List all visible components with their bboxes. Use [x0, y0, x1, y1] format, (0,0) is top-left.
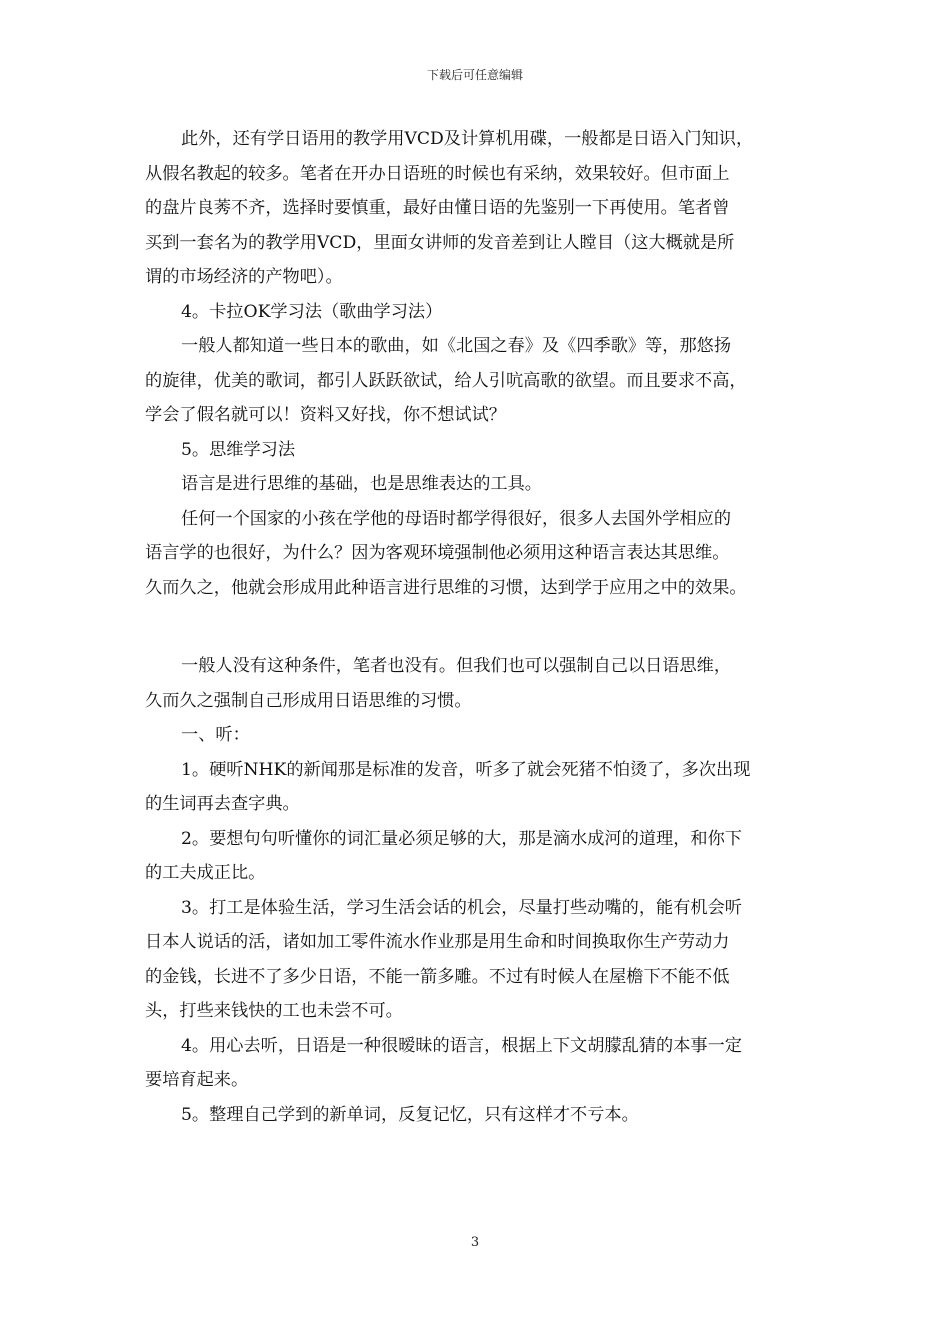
blank-line — [145, 605, 821, 649]
section-heading: 一、听： — [181, 725, 250, 745]
list-item-line: 日本人说话的活，诸如加工零件流水作业那是用生命和时间换取你生产劳动力 — [145, 932, 730, 952]
paragraph-line: 此外，还有学日语用的教学用VCD及计算机用碟，一般都是日语入门知识， — [181, 129, 754, 149]
section-heading: 5。思维学习法 — [181, 439, 296, 460]
paragraph-line: 谓的市场经济的产物吧）。 — [145, 267, 343, 287]
paragraph-line: 学会了假名就可以！资料又好找，你不想试试？ — [145, 405, 506, 425]
list-item-line: 3。打工是体验生活，学习生活会话的机会，尽量打些动嘴的，能有机会听 — [181, 897, 742, 918]
list-item-line: 的工夫成正比。 — [145, 863, 266, 883]
paragraph-line: 从假名教起的较多。笔者在开办日语班的时候也有采纳，效果较好。但市面上 — [145, 163, 730, 184]
paragraph-line: 买到一套名为的教学用VCD，里面女讲师的发音差到让人瞠目（这大概就是所 — [145, 232, 735, 253]
list-item-line: 5。整理自己学到的新单词，反复记忆，只有这样才不亏本。 — [181, 1104, 639, 1125]
list-item-line: 头，打些来钱快的工也未尝不可。 — [145, 1001, 403, 1021]
page-header: 下载后可任意编辑 — [426, 68, 523, 82]
paragraph-line: 任何一个国家的小孩在学他的母语时都学得很好，很多人去国外学相应的 — [181, 508, 732, 529]
list-item-line: 1。硬听NHK的新闻那是标准的发音，听多了就会死猪不怕烫了，多次出现 — [181, 759, 751, 780]
paragraph-line: 一般人没有这种条件，笔者也没有。但我们也可以强制自己以日语思维， — [181, 656, 732, 676]
list-item-line: 2。要想句句听懂你的词汇量必须足够的大，那是滴水成河的道理，和你下 — [181, 828, 742, 849]
list-item-line: 的生词再去查字典。 — [145, 794, 300, 814]
paragraph-line: 久而久之，他就会形成用此种语言进行思维的习惯，达到学于应用之中的效果。 — [145, 577, 747, 598]
document-body — [145, 122, 821, 1132]
paragraph-line: 的盘片良莠不齐，选择时要慎重，最好由懂日语的先鉴别一下再使用。笔者曾 — [145, 198, 730, 218]
list-item-line: 4。用心去听，日语是一种很暧昧的语言，根据上下文胡朦乱猜的本事一定 — [181, 1035, 742, 1056]
page-number: 3 — [470, 1235, 480, 1250]
list-item-line: 要培育起来。 — [145, 1070, 249, 1090]
list-item-line: 的金钱，长进不了多少日语，不能一箭多雕。不过有时候人在屋檐下不能不低 — [145, 966, 730, 987]
paragraph-line: 久而久之强制自己形成用日语思维的习惯。 — [145, 690, 472, 711]
paragraph-line: 的旋律，优美的歌词，都引人跃跃欲试，给人引吭高歌的欲望。而且要求不高， — [145, 370, 747, 391]
section-heading: 4。卡拉OK学习法（歌曲学习法） — [181, 301, 443, 322]
paragraph-line: 语言学的也很好，为什么？因为客观环境强制他必须用这种语言表达其思维。 — [145, 543, 730, 563]
paragraph-line: 一般人都知道一些日本的歌曲，如《北国之春》及《四季歌》等，那悠扬 — [181, 336, 732, 356]
paragraph-line: 语言是进行思维的基础，也是思维表达的工具。 — [181, 474, 542, 494]
